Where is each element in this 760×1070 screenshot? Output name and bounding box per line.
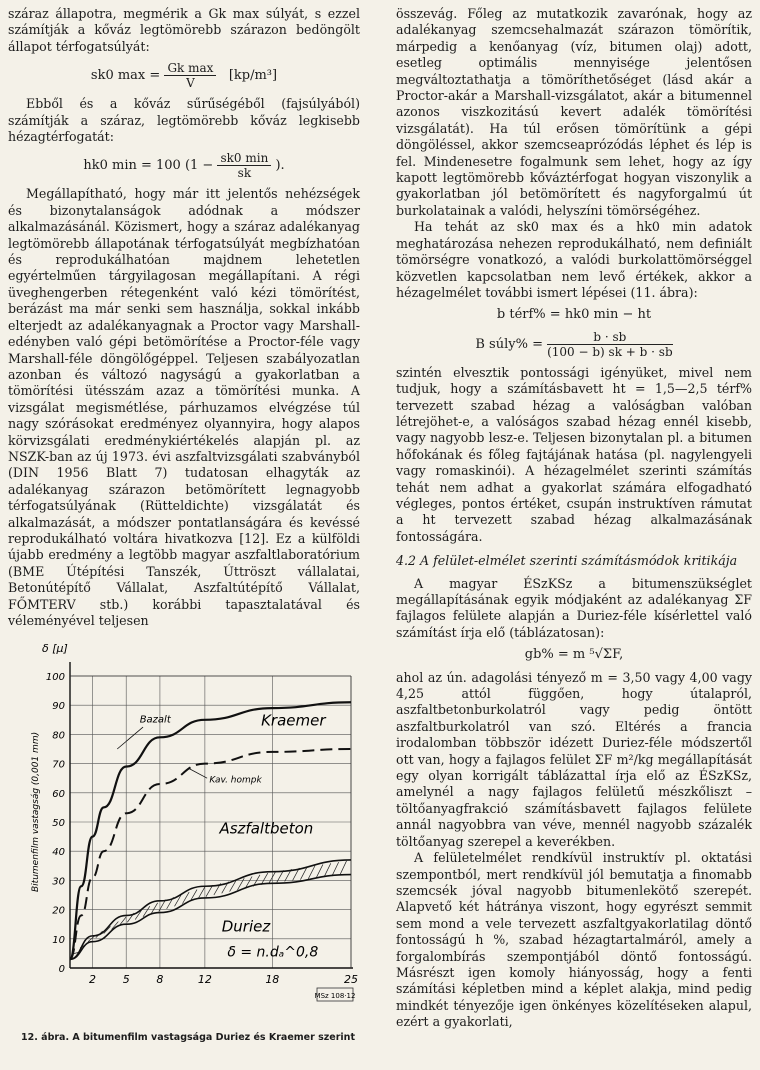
formula-sk0max-denominator: V xyxy=(186,76,195,91)
x-tick-label: 2 xyxy=(88,973,96,986)
formula-hk0min-lhs: hk0 min = 100 (1 − xyxy=(83,158,214,174)
right-paragraph-3: szintén elvesztik pontossági igényüket, mivel nem tudjuk, hogy a számításbavett ht = 1,5—2,5 térf% tervezett szabad hézag a valóságban valóban létrejöhet-e, a valóságos szabad hézag ennél kisebb, vagy nagyobb lesz-e. Teljesen bizonytalan pl. a bitumen hőfokának és főleg fajtájának hatása (pl. nagylengyeli vagy romaskinói). A hézagelmélet szerinti számítás tehát nem adhat a gyakorlat számára elfogadható végleges, pontos értéket, csupán instruktíven rámutat a ht tervezett szabad hézag alkalmazásának fontosságára. xyxy=(396,364,752,544)
aszfaltbeton-label: Aszfaltbeton xyxy=(219,819,314,838)
right-paragraph-4: A magyar ÉSzKSz a bitumenszükséglet megállapításának egyik módjaként az adalékanyag ΣF fajlagos felülete alapján a Duriez-féle kísérlettel való számítást írja elő (táblázatosan): xyxy=(396,575,752,640)
formula-sk0max-fraction xyxy=(164,61,216,90)
formula-sk0max-numerator: Gk max xyxy=(164,61,216,76)
formula-b-suly xyxy=(396,330,752,359)
y-tick-label: 20 xyxy=(52,905,65,917)
right-paragraph-5: ahol az ún. adagolási tényező m = 3,50 vagy 4,00 vagy 4,25 attól függően, hogy útalapról, aszfaltbetonburkolatról vagy pedig öntött aszfaltburkolatról van szó. Eltérés a francia irodalomban többször idézett Duriez-féle módszertől ott van, hogy a fajlagos felület ΣF m²/kg megállapítását egy olyan korrigált táblázattal írja elő az ÉSzKSz, amelynél a nagy fajlagos felületű mészkőliszt – töltőanyagfrakció számításbavett fajlagos felülete annál nagyobbra van véve, mennél nagyobb százalék töltőanyag szerepel a keverékben. xyxy=(396,669,752,849)
formula-b-suly-numerator: b · sb xyxy=(547,330,673,345)
formula-gb: gb% = m ⁵√ΣF, xyxy=(524,647,624,663)
formula-sk0max-lhs: sk0 max = xyxy=(90,68,161,84)
y-tick-label: 100 xyxy=(45,672,65,683)
y-unit-label: δ [μ] xyxy=(42,642,68,655)
y-tick-label: 10 xyxy=(52,934,65,946)
left-paragraph-2: Ebből és a kőváz sűrűségéből (fajsúlyából) számítják a száraz, legtömörebb kőváz legkisebb hézagtérfogatát: xyxy=(8,96,360,145)
y-axis-label: Bitumenfilm vastagság (0,001 mm) xyxy=(31,731,41,892)
x-tick-label: 12 xyxy=(197,973,212,986)
y-tick-label: 60 xyxy=(52,788,65,800)
formula-hk0min-fraction xyxy=(217,151,271,180)
kraemer-label: Kraemer xyxy=(261,711,326,730)
left-paragraph-3: Megállapítható, hogy már itt jelentős nehézségek és bizonytalanságok adódnak a módszer alkalmazásánál. Közismert, hogy a száraz adalékanyag legtömörebb állapotának térfogatsúlyát megbízhatóan és reprodukálhatóan majdnem lehetetlen egyértelműen tárgyilagosan megállapítani. A régi üveghengerben rétegenként való kézi tömörítést, berázást ma már senki sem használja, sokkal inkább elterjedt az adalékanyagnak a Proctor vagy Marshall-edényben való gépi betömörítése a Proctor-féle vagy Marshall-féle döngölőgéppel. Teljesen szabályozatlan azonban és változó nagyságú a gyakorlatban a tömörítési ütésszám azaz a tömörítési munka. A vizsgálat megismétlése, párhuzamos elvégzése túl nagy szórásokat eredményez olyannyira, hogy alapos körvizsgálati eredménykiértékelés alapján pl. az NSZK-ban az új 1973. évi aszfaltvizsgálati szabványból (DIN 1956 Blatt 7) tudatosan elhagyták az adalékanyag szárazon betömörített legnagyobb térfogatsúlyának (Rütteldichte) vizsgálatát és alkalmazását, a módszer pontatlanságára és kevéssé reprodukálható voltára hivatkozva [12]. Ez a külföldi újabb eredmény a legtöbb magyar aszfaltlaboratórium (BME Útépítési Tanszék, Úttröszt vállalatai, Betonútépítő Vállalat, Aszfaltútépítő Vállalat, FŐMTERV stb.) korábbi tapasztalatával és véleményével teljesen xyxy=(8,186,360,628)
left-paragraph-1: száraz állapotra, megmérik a Gk max súlyát, s ezzel számítják a kőváz legtömörebb szárazon bedöngölt állapot térfogatsúlyát: xyxy=(8,6,360,54)
y-tick-label: 80 xyxy=(52,730,65,742)
figure-caption: 12. ábra. A bitumenfilm vastagsága Duriez és Kraemer szerint xyxy=(21,1032,355,1043)
formula-b-terf: b térf% = hk0 min − ht xyxy=(496,307,652,323)
y-tick-label: 40 xyxy=(52,847,65,859)
formula-b-suly-denominator: (100 − b) sk + b · sb xyxy=(547,344,673,359)
right-paragraph-2: Ha tehát az sk0 max és a hk0 min adatok meghatározása nehezen reprodukálható, nem definiált tömörségre vonatkozó, a valódi burkolattömörséggel közvetlen kapcsolatban nem levő értékek, akkor a hézagelmélet további ismert lépései (11. ábra): xyxy=(396,219,752,300)
bitumen-film-chart xyxy=(8,636,368,1028)
y-tick-label: 90 xyxy=(52,701,65,713)
duriez-hatch xyxy=(332,862,339,876)
formula-hk0min-denominator: sk xyxy=(237,166,252,181)
left-column xyxy=(8,6,360,629)
formula-hk0min-numerator: sk0 min xyxy=(217,151,271,166)
duriez-hatch xyxy=(198,887,205,899)
duriez-hatch xyxy=(340,861,347,875)
right-paragraph-1: összevág. Főleg az mutatkozik zavarónak, hogy az adalékanyag szemcsehalmazát szárazon tömörítik, márpedig a kenőanyag (víz, bitumen olaj) adott, esetleg optimális mennyisége jelentősen megváltoztathatja a tömöríthetőséget (lásd akár a Proctor-akár a Marshall-vizsgálatot, akár a bitumennel azonos viszkozitású kevert adalék tömörítési vizsgálatát). Ha túl erősen tömörítünk a gépi döngöléssel, akkor szemcseaprózódás léphet és lép is fel. Mindenesetre fogalmunk sem lehet, hogy az így kapott legtömörebb kőváztérfogat hogyan viszonylik a gyakorlatban jól betömörített és nagyforgalmú út burkolatainak a valódi, helyszíni tömörségéhez. xyxy=(396,6,752,218)
y-tick-label: 0 xyxy=(58,964,65,975)
formula-sk0max-unit: [kp/m³] xyxy=(228,68,278,84)
x-tick-label: 18 xyxy=(265,973,280,986)
duriez-hatch xyxy=(308,866,315,879)
x-tick-label: 8 xyxy=(156,973,164,986)
section-heading: 4.2 A felület-elmélet szerinti számításmódok kritikája xyxy=(396,553,738,569)
stamp-label: MSz 108·12 xyxy=(314,992,356,1000)
right-column xyxy=(396,6,752,1031)
duriez-formula: δ = n.dₐ^0,8 xyxy=(227,944,319,961)
formula-hk0min xyxy=(8,151,360,180)
duriez-hatch xyxy=(324,863,331,877)
kav-leader xyxy=(188,768,207,778)
x-tick-label: 5 xyxy=(122,973,130,986)
formula-hk0min-rhs: ). xyxy=(275,158,285,174)
series-bazalt-label: Bazalt xyxy=(139,714,171,726)
formula-b-suly-lhs: B súly% = xyxy=(475,336,543,352)
bazalt-leader xyxy=(117,727,143,749)
formula-sk0max xyxy=(8,61,360,90)
figure-12 xyxy=(8,636,368,1066)
right-paragraph-6: A felületelmélet rendkívül instruktív pl. oktatási szempontból, mert rendkívül jól bemutatja a finomabb szemcsék jóval nagyobb bitumenlekötő szerepét. Alapvető két hátránya viszont, hogy egyrészt semmit sem mond a vele tervezett aszfaltgyakorlatilag döntő fontosságú h %, szabad hézagtartalmáról, amely a forgalombírás szempontjából döntő fontosságú. Másrészt igen komoly hiányosság, hogy a fenti számítási képletben mind a képlet alakja, mind pedig mindkét tényezője igen önkényes közelítéseken alapul, ezért a gyakorlati, xyxy=(396,850,752,1030)
duriez-hatch xyxy=(316,864,323,877)
duriez-label: Duriez xyxy=(221,917,271,936)
y-tick-label: 50 xyxy=(52,818,65,829)
series-kav-label: Kav. hompk xyxy=(209,775,262,786)
y-tick-label: 30 xyxy=(52,876,65,888)
x-tick-label: 25 xyxy=(344,973,358,986)
y-tick-label: 70 xyxy=(52,759,65,771)
formula-b-suly-fraction xyxy=(547,330,673,359)
